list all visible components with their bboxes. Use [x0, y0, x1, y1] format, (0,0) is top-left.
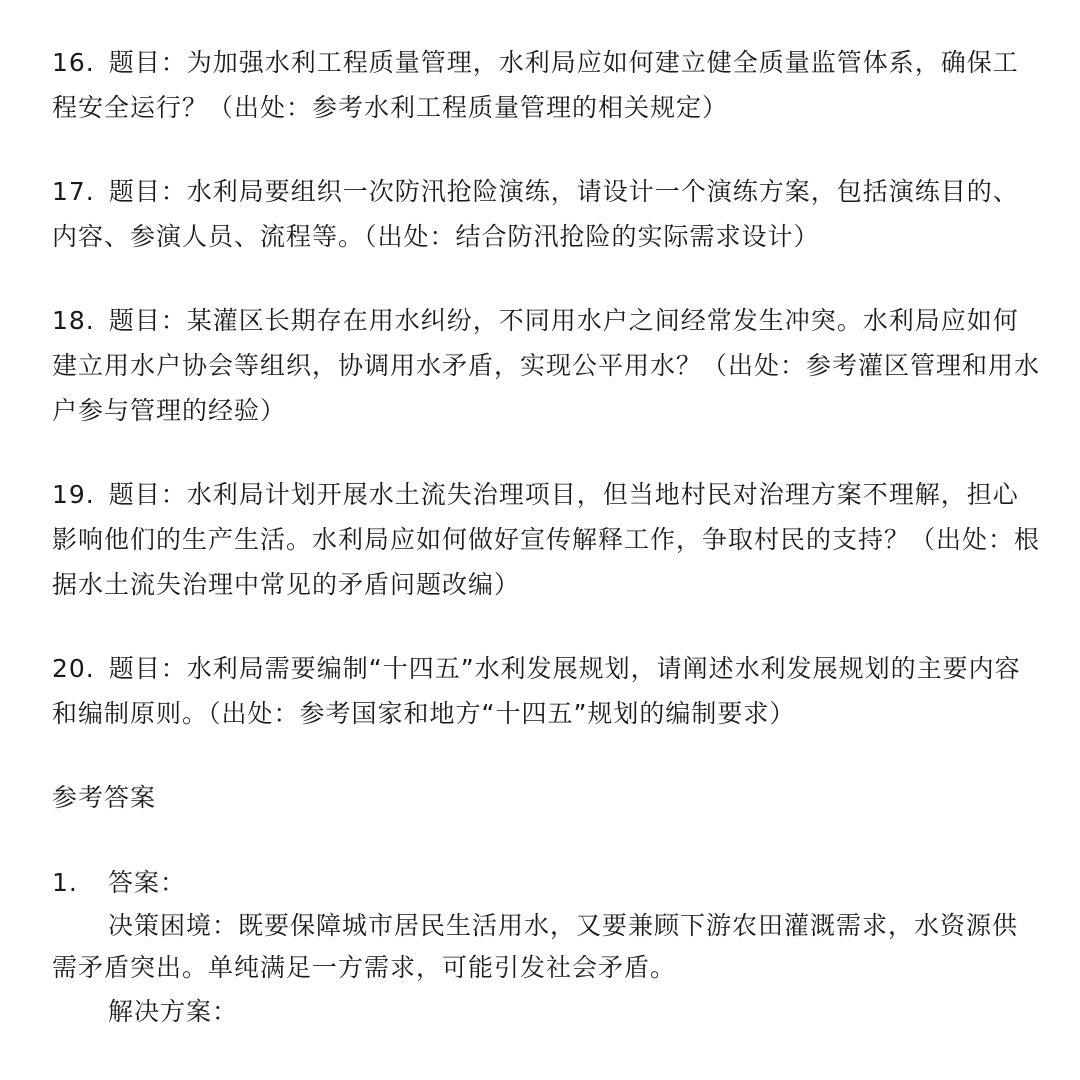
question-20 [52, 646, 1042, 736]
question-18 [52, 298, 1042, 433]
question-number: 19. [52, 480, 95, 509]
question-number: 17. [52, 177, 95, 206]
question-17 [52, 169, 1042, 259]
question-text: 题目：某灌区长期存在用水纠纷，不同用水户之间经常发生冲突。水利局应如何建立用水户协会等组织，协调用水矛盾，实现公平用水？（出处：参考灌区管理和用水户参与管理的经验） [52, 306, 1041, 425]
answer-label: 答案： [108, 868, 187, 897]
question-text: 题目：水利局要组织一次防汛抢险演练，请设计一个演练方案，包括演练目的、内容、参演人员、流程等。（出处：结合防汛抢险的实际需求设计） [52, 177, 1019, 251]
answer-number: 1. [52, 868, 78, 897]
answer-header [52, 860, 1042, 905]
answer-1 [52, 860, 1042, 1034]
answers-section-title: 参考答案 [52, 783, 157, 812]
question-16 [52, 40, 1042, 130]
question-text: 题目：水利局计划开展水土流失治理项目，但当地村民对治理方案不理解，担心影响他们的生产生活。水利局应如何做好宣传解释工作，争取村民的支持？（出处：根据水土流失治理中常见的矛盾问题改编） [52, 480, 1041, 599]
question-number: 16. [52, 48, 95, 77]
question-number: 20. [52, 654, 95, 683]
answer-dilemma: 决策困境：既要保障城市居民生活用水，又要兼顾下游农田灌溉需求，水资源供需矛盾突出。单纯满足一方需求，可能引发社会矛盾。 [52, 911, 1019, 982]
question-number: 18. [52, 306, 95, 335]
document-page [52, 40, 1042, 1034]
answer-solution-label: 解决方案： [108, 997, 239, 1026]
question-19 [52, 472, 1042, 607]
question-text: 题目：水利局需要编制“十四五”水利发展规划，请阐述水利发展规划的主要内容和编制原则。（出处：参考国家和地方“十四五”规划的编制要求） [52, 654, 1021, 728]
question-text: 题目：为加强水利工程质量管理，水利局应如何建立健全质量监管体系，确保工程安全运行？（出处：参考水利工程质量管理的相关规定） [52, 48, 1019, 122]
